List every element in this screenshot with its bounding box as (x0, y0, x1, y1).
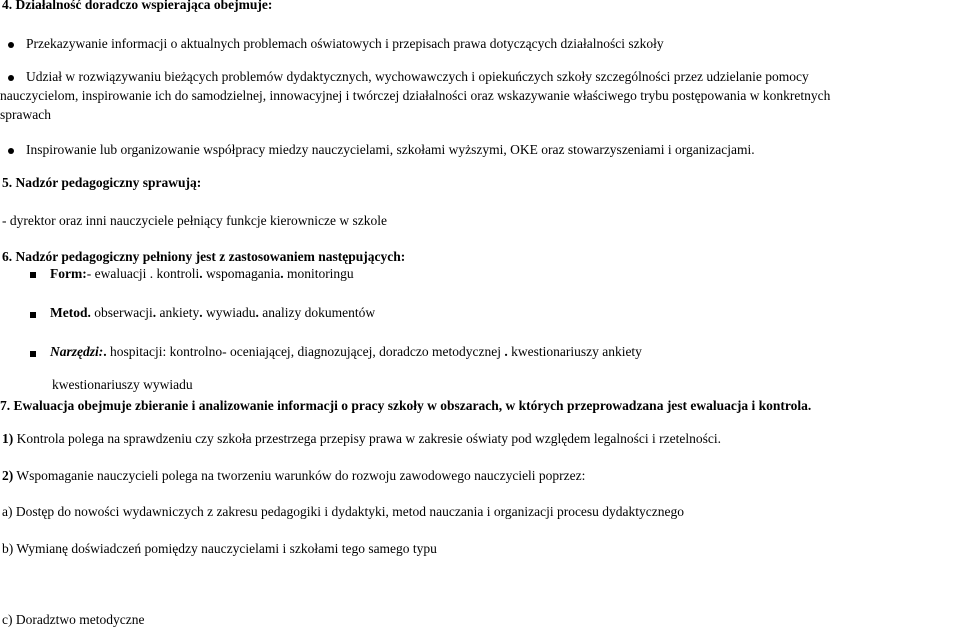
s6-forms-line: Form:- ewaluacji . kontroli. wspomagania. monitoringu (50, 266, 354, 281)
square-bullet-icon (30, 272, 36, 278)
square-bullet-icon (30, 312, 36, 318)
s4-item-1: Przekazywanie informacji o aktualnych problemach oświatowych i przepisach prawa dotyczących działalności szkoły (26, 36, 664, 51)
s7-item-b: b) Wymianę doświadczeń pomiędzy nauczycielami i szkołami tego samego typu (2, 541, 437, 556)
s6-tools-line: Narzędzi:. hospitacji: kontrolno- oceniającej, diagnozującej, doradczo metodycznej . kwestionariuszy ankiety (50, 344, 642, 359)
s6-methods-line: Metod. obserwacji. ankiety. wywiadu. analizy dokumentów (50, 305, 376, 320)
square-bullet-icon (30, 351, 36, 357)
s4-item-2-line-1: Udział w rozwiązywaniu bieżących problemów dydaktycznych, wychowawczych i opiekuńczych szkoły szczególności przez udzielanie pomocy (26, 69, 809, 84)
s4-item-2-line-2: nauczycielom, inspirowanie ich do samodzielnej, innowacyjnej i twórczej działalności oraz wskazywanie właściwego trybu postępowania w konkretnych (0, 88, 831, 103)
section-5-heading: 5. Nadzór pedagogiczny sprawują: (2, 175, 202, 190)
s7-point-1: 1) Kontrola polega na sprawdzeniu czy szkoła przestrzega przepisy prawa w zakresie oświaty pod względem legalności i rzetelności. (2, 431, 721, 446)
s5-line: - dyrektor oraz inni nauczyciele pełniący funkcje kierownicze w szkole (2, 213, 387, 228)
section-4-heading: 4. Działalność doradczo wspierająca obejmuje: (2, 0, 273, 12)
s4-item-2-line-3: sprawach (0, 107, 51, 122)
s7-item-c: c) Doradztwo metodyczne (2, 612, 145, 627)
s7-point-2: 2) Wspomaganie nauczycieli polega na tworzeniu warunków do rozwoju zawodowego nauczycieli poprzez: (2, 468, 586, 483)
section-6-heading: 6. Nadzór pedagogiczny pełniony jest z zastosowaniem następujących: (2, 249, 406, 264)
s7-item-a: a) Dostęp do nowości wydawniczych z zakresu pedagogiki i dydaktyki, metod nauczania i organizacji procesu dydaktycznego (2, 504, 685, 519)
s4-item-3: Inspirowanie lub organizowanie współpracy miedzy nauczycielami, szkołami wyższymi, OKE oraz stowarzyszeniami i organizacjami. (26, 142, 755, 157)
section-7-heading: 7. Ewaluacja obejmuje zbieranie i analizowanie informacji o pracy szkoły w obszarach, w których przeprowadzana jest ewaluacja i kontrola. (0, 398, 812, 413)
bullet-icon (8, 75, 14, 81)
s6-tools-line-2: kwestionariuszy wywiadu (52, 377, 193, 392)
bullet-icon (8, 148, 14, 154)
bullet-icon (8, 42, 14, 48)
